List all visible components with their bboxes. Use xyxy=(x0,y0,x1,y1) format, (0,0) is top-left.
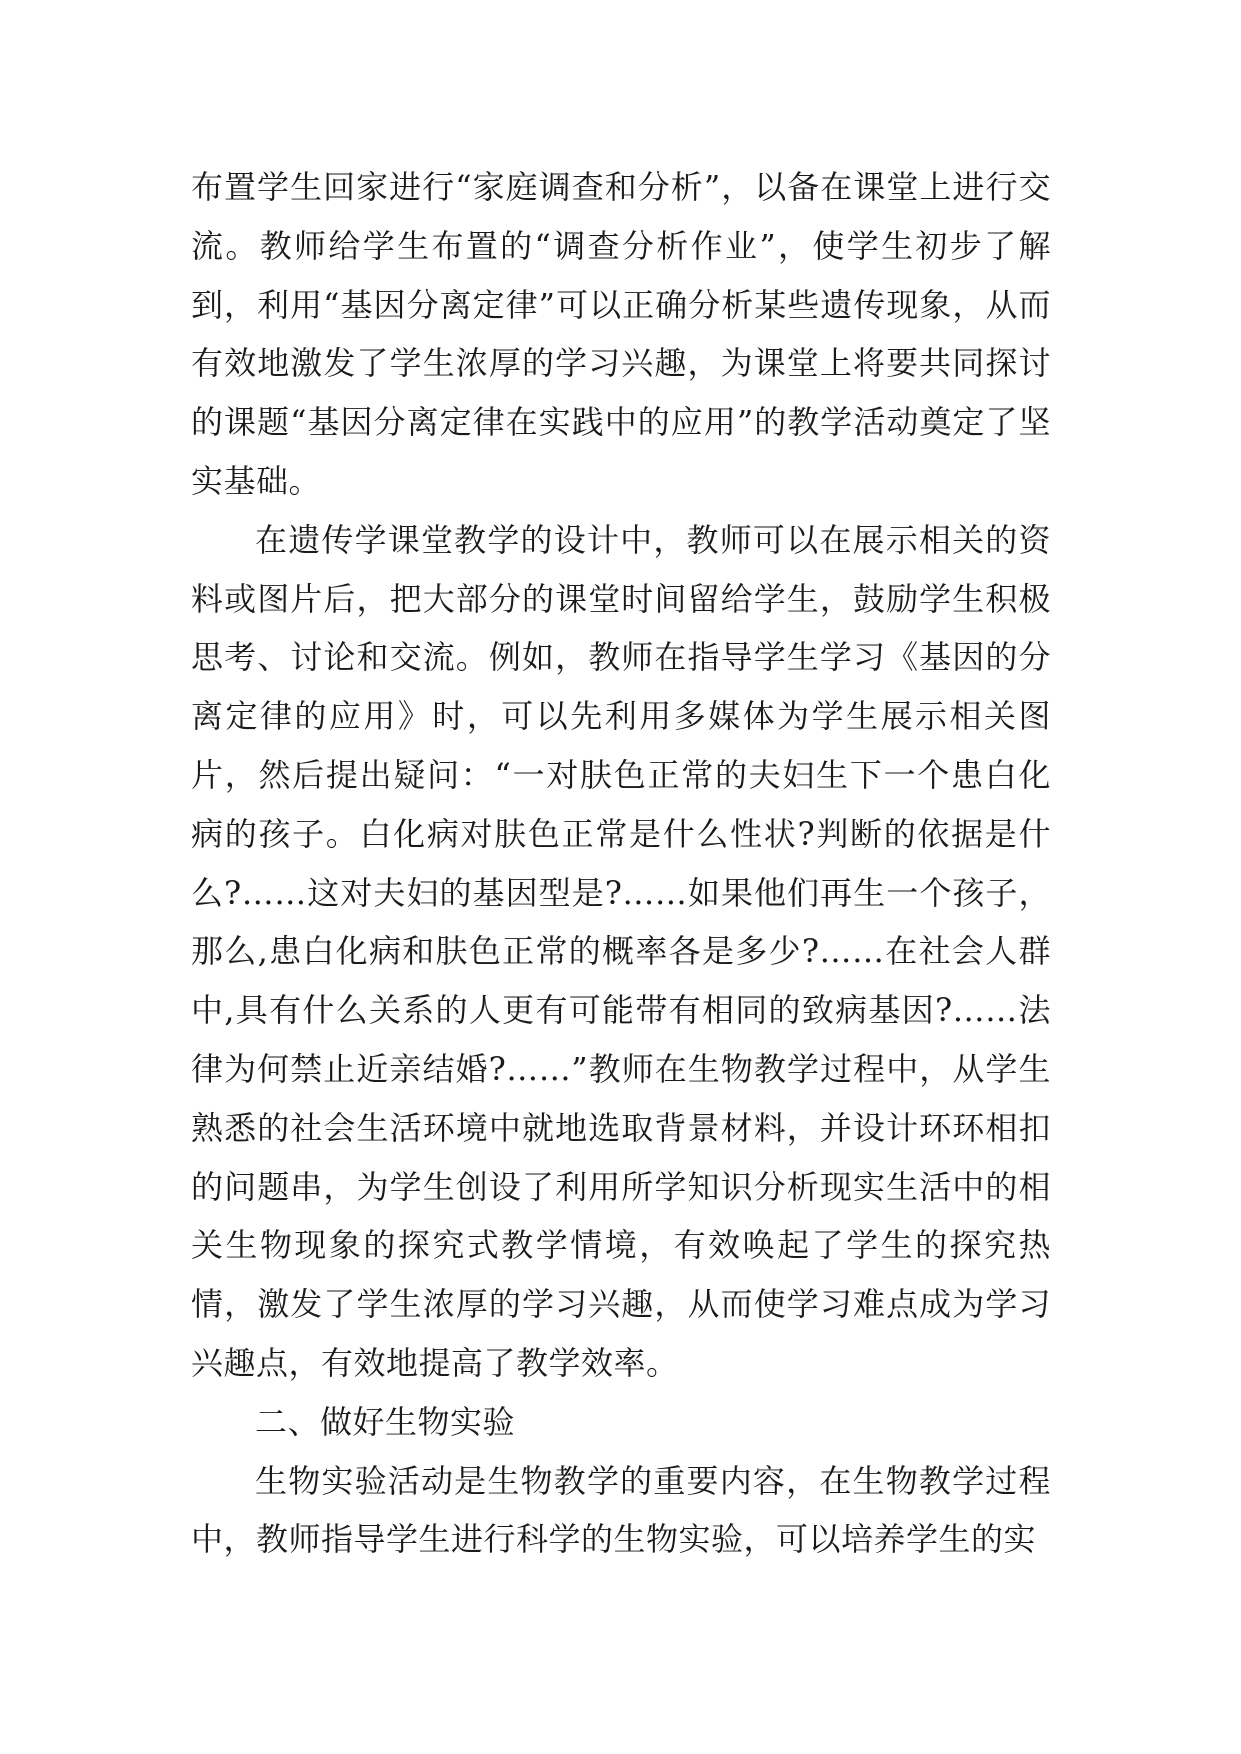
paragraph-experiments: 生物实验活动是生物教学的重要内容，在生物教学过程中，教师指导学生进行科学的生物实验，可以培养学生的实 xyxy=(191,1461,1051,1559)
paragraph-continuation: 布置学生回家进行“家庭调查和分析”，以备在课堂上进行交流。教师给学生布置的“调查分析作业”，使学生初步了解到，利用“基因分离定律”可以正确分析某些遗传现象，从而有效地激发了学生浓厚的学习兴趣，为课堂上将要共同探讨的课题“基因分离定律在实践中的应用”的教学活动奠定了坚实基础。 xyxy=(191,168,1051,500)
paragraph-classroom-design: 在遗传学课堂教学的设计中，教师可以在展示相关的资料或图片后，把大部分的课堂时间留给学生，鼓励学生积极思考、讨论和交流。例如，教师在指导学生学习《基因的分离定律的应用》时，可以先利用多媒体为学生展示相关图片，然后提出疑问：“一对肤色正常的夫妇生下一个患白化病的孩子。白化病对肤色正常是什么性状?判断的依据是什么?……这对夫妇的基因型是?……如果他们再生一个孩子，那么,患白化病和肤色正常的概率各是多少?……在社会人群中,具有什么关系的人更有可能带有相同的致病基因?……法律为何禁止近亲结婚?……”教师在生物教学过程中，从学生熟悉的社会生活环境中就地选取背景材料，并设计环环相扣的问题串，为学生创设了利用所学知识分析现实生活中的相关生物现象的探究式教学情境，有效唤起了学生的探究热情，激发了学生浓厚的学习兴趣，从而使学习难点成为学习兴趣点，有效地提高了教学效率。 xyxy=(191,520,1051,1382)
section-heading-biology-experiments: 二、做好生物实验 xyxy=(255,1402,516,1441)
document-body xyxy=(191,158,1051,1569)
